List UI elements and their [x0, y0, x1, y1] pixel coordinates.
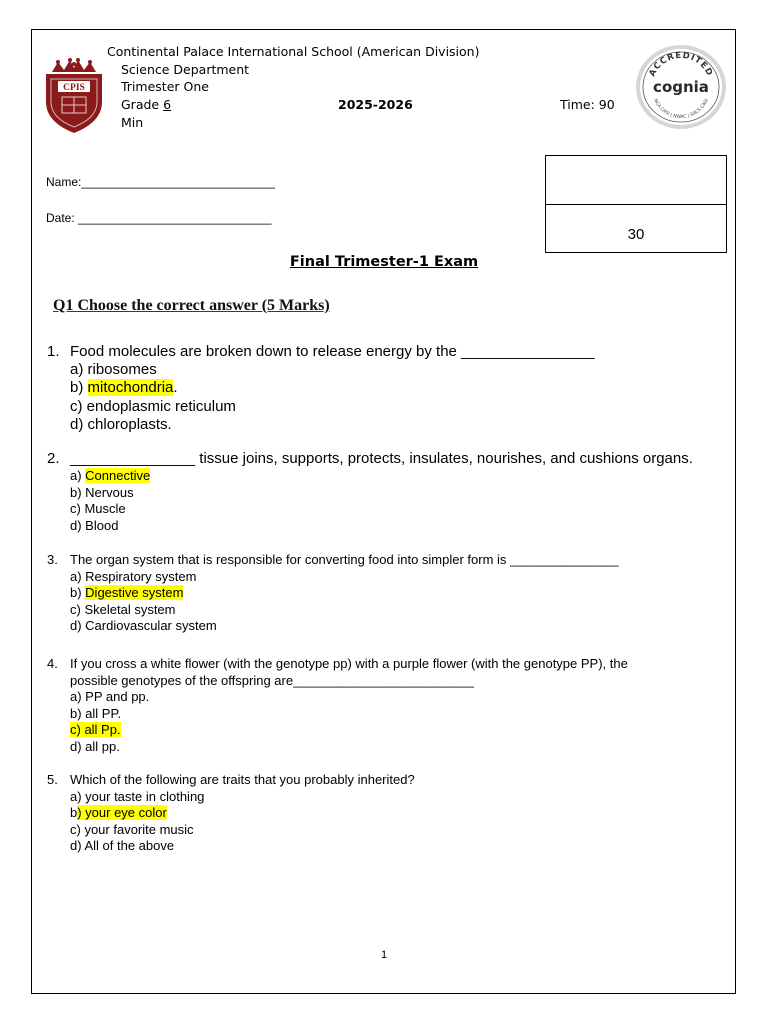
name-field[interactable] [46, 175, 275, 189]
option-d[interactable]: d) Cardiovascular system [70, 618, 217, 634]
option-c[interactable]: c) Skeletal system [70, 601, 176, 617]
question-number: 2. [47, 450, 60, 467]
option-b[interactable]: b) mitochondria. [70, 379, 178, 397]
name-label: Name: [46, 175, 82, 189]
question-text-continued: possible genotypes of the offspring are_________________________ [70, 672, 474, 688]
exam-time-unit: Min [121, 115, 144, 130]
option-c[interactable]: c) endoplasmic reticulum [70, 397, 236, 415]
trimester: Trimester One [121, 79, 209, 94]
date-line: _____________________________ [78, 211, 272, 225]
school-name: Continental Palace International School (American Division) [107, 44, 480, 59]
name-line: _____________________________ [81, 175, 275, 189]
badge-top-text: ACCREDITED [647, 50, 715, 79]
school-logo [44, 58, 104, 134]
question-text: Which of the following are traits that you probably inherited? [70, 772, 415, 787]
option-d[interactable]: d) chloroplasts. [70, 415, 172, 433]
grade [121, 97, 171, 112]
option-a[interactable]: a) Respiratory system [70, 568, 197, 584]
page-number: 1 [380, 949, 388, 961]
logo-text: CPIS [63, 83, 85, 93]
department: Science Department [121, 62, 250, 77]
question-number: 1. [47, 343, 60, 360]
question-text: If you cross a white flower (with the genotype pp) with a purple flower (with the genotype PP), the [70, 656, 628, 671]
badge-bottom-text: NCA CASI | NWAC | SACS CASI [652, 98, 710, 121]
option-a[interactable]: a) PP and pp. [70, 689, 150, 705]
score-box [545, 155, 727, 253]
score-divider [546, 204, 726, 205]
option-c[interactable]: c) Muscle [70, 501, 126, 517]
grade-value: 6 [163, 97, 172, 112]
question-text: _______________ tissue joins, supports, protects, insulates, nourishes, and cushions organs. [70, 450, 693, 467]
question-number: 5. [47, 772, 58, 787]
option-b[interactable]: b) Nervous [70, 484, 134, 500]
option-c[interactable]: c) your favorite music [70, 821, 194, 837]
option-d[interactable]: d) All of the above [70, 838, 175, 854]
badge-name: cognia [653, 78, 709, 96]
accreditation-badge [634, 43, 728, 131]
question-text: Food molecules are broken down to release energy by the ________________ [70, 343, 595, 360]
option-a[interactable]: a) your taste in clothing [70, 788, 205, 804]
question-number: 4. [47, 656, 58, 671]
option-d[interactable]: d) all pp. [70, 738, 120, 754]
option-b[interactable]: b) your eye color [70, 805, 167, 821]
score-total: 30 [627, 226, 645, 243]
school-year: 2025-2026 [338, 97, 413, 112]
option-a[interactable]: a) Connective [70, 468, 151, 483]
exam-title: Final Trimester-1 Exam [289, 254, 479, 270]
exam-time: Time: 90 [560, 97, 615, 112]
section-title: Q1 Choose the correct answer (5 Marks) [53, 297, 330, 314]
question-text: The organ system that is responsible for converting food into simpler form is _______________ [70, 552, 619, 567]
option-a[interactable]: a) ribosomes [70, 361, 157, 379]
date-label: Date: [46, 211, 79, 225]
option-b[interactable]: b) Digestive system [70, 585, 184, 601]
option-c[interactable]: c) all Pp. [70, 722, 121, 738]
option-b[interactable]: b) all PP. [70, 705, 122, 721]
grade-label: Grade [121, 97, 164, 112]
date-field[interactable] [46, 211, 272, 225]
option-d[interactable]: d) Blood [70, 517, 119, 533]
question-number: 3. [47, 552, 58, 567]
